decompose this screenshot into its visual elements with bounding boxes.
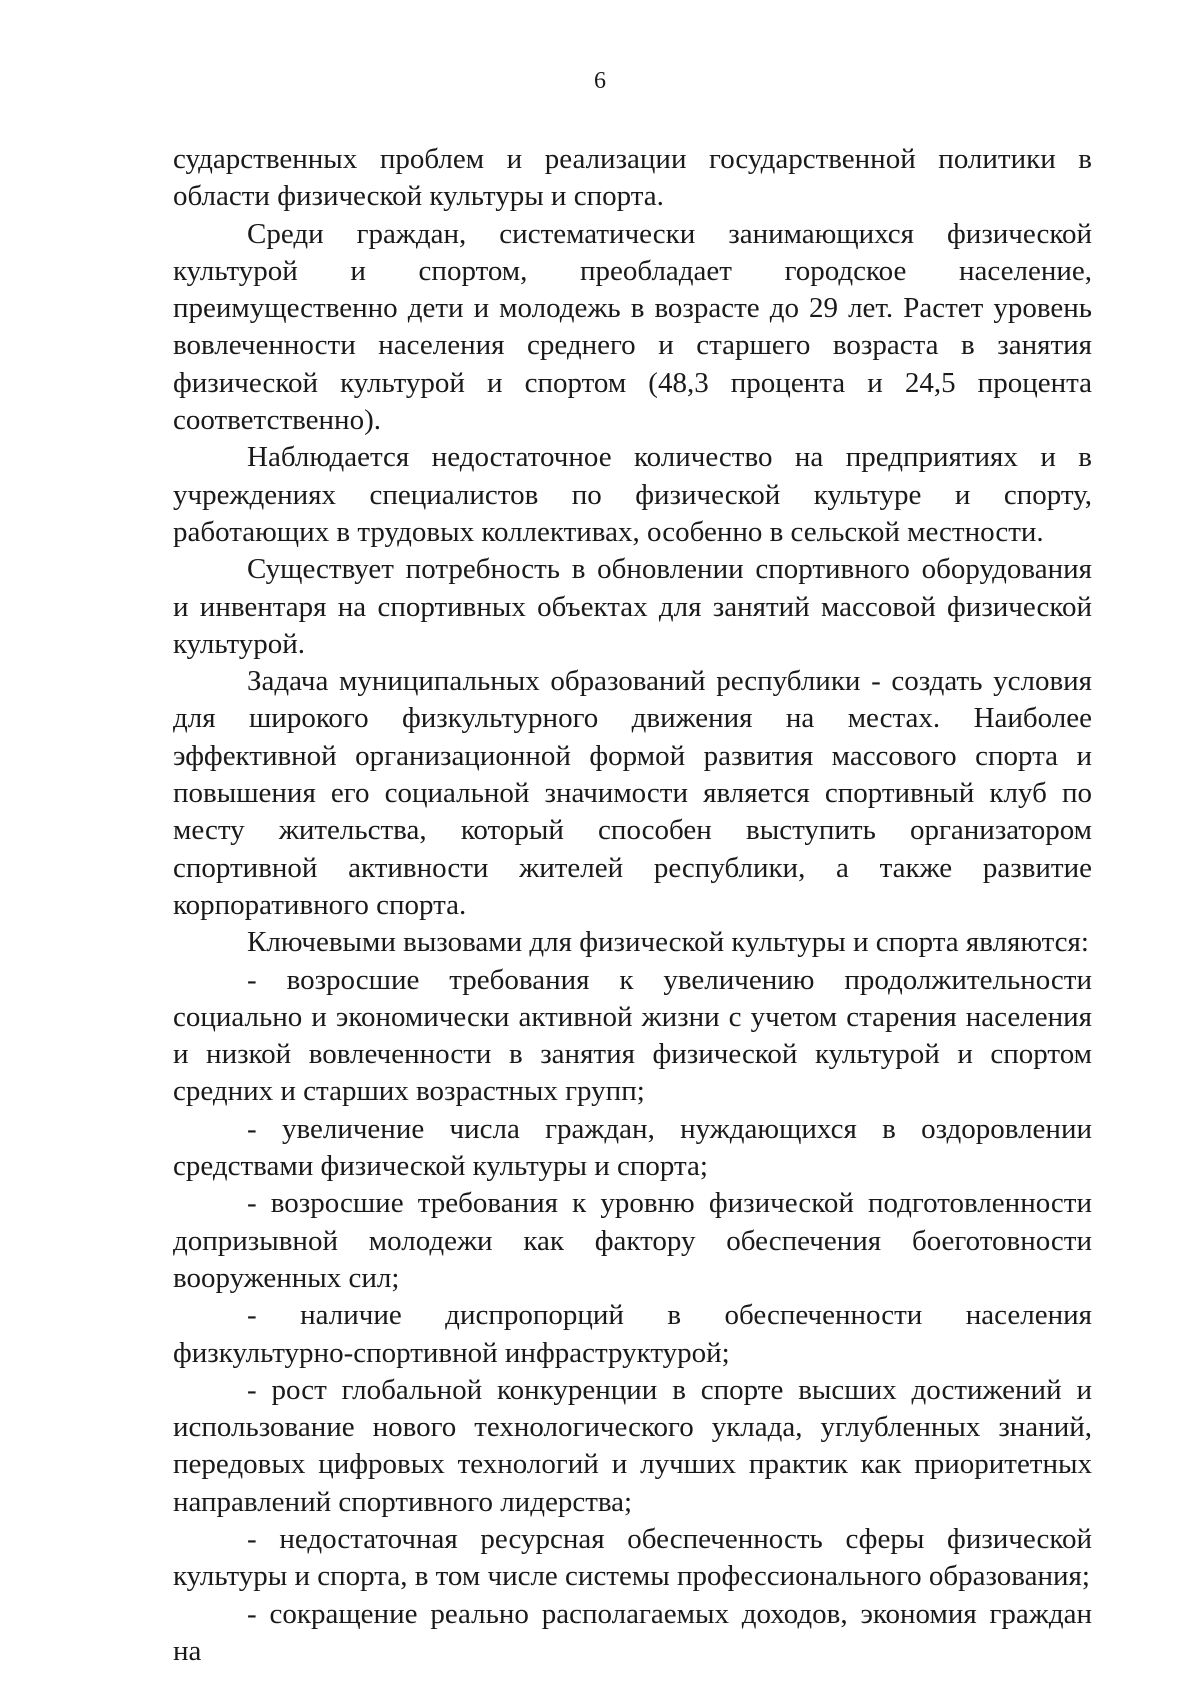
list-item: - сокращение реально располагаемых доходов, экономия граждан на bbox=[173, 1597, 1092, 1667]
list-item: - возросшие требования к увеличению продолжительности социально и экономически активной жизни с учетом старения населения и низкой вовлеченности в занятия физической культурой и спортом средних и старших возрастных групп; bbox=[173, 963, 1092, 1108]
page-number: 6 bbox=[594, 68, 606, 94]
list-item: - возросшие требования к уровню физической подготовленности допризывной молодежи как фактору обеспечения боеготовности вооруженных сил; bbox=[173, 1187, 1092, 1294]
paragraph-continuation: сударственных проблем и реализации государственной политики в области физической культуры и спорта. bbox=[173, 143, 1092, 213]
document-body bbox=[173, 141, 1092, 1670]
paragraph-citizens-sport: Среди граждан, систематически занимающихся физической культурой и спортом, преобладает городское население, преимущественно дети и молодежь в возрасте до 29 лет. Растет уровень вовлеченности населения среднего и старшего возраста в занятия физической культурой и спортом (48,3 процента и 24,5 процента соответственно). bbox=[173, 217, 1092, 437]
list-item: - наличие диспропорций в обеспеченности населения физкультурно-спортивной инфраструктурой; bbox=[173, 1299, 1092, 1369]
paragraph-specialists-shortage: Наблюдается недостаточное количество на предприятиях и в учреждениях специалистов по физической культуре и спорту, работающих в трудовых коллективах, особенно в сельской местности. bbox=[173, 441, 1092, 548]
list-item: - рост глобальной конкуренции в спорте высших достижений и использование нового технологического уклада, углубленных знаний, передовых цифровых технологий и лучших практик как приоритетных направлений спортивного лидерства; bbox=[173, 1373, 1092, 1518]
paragraph-equipment-need: Существует потребность в обновлении спортивного оборудования и инвентаря на спортивных объектах для занятий массовой физической культурой. bbox=[173, 553, 1092, 660]
paragraph-municipal-task: Задача муниципальных образований республики - создать условия для широкого физкультурного движения на местах. Наиболее эффективной организационной формой развития массового спорта и повышения его социальной значимости является спортивный клуб по месту жительства, который способен выступить организатором спортивной активности жителей республики, а также развитие корпоративного спорта. bbox=[173, 665, 1092, 921]
list-item: - увеличение числа граждан, нуждающихся в оздоровлении средствами физической культуры и спорта; bbox=[173, 1112, 1092, 1183]
paragraph-key-challenges: Ключевыми вызовами для физической культуры и спорта являются: bbox=[247, 926, 1089, 959]
list-item: - недостаточная ресурсная обеспеченность сферы физической культуры и спорта, в том числе системы профессионального образования; bbox=[173, 1522, 1092, 1593]
